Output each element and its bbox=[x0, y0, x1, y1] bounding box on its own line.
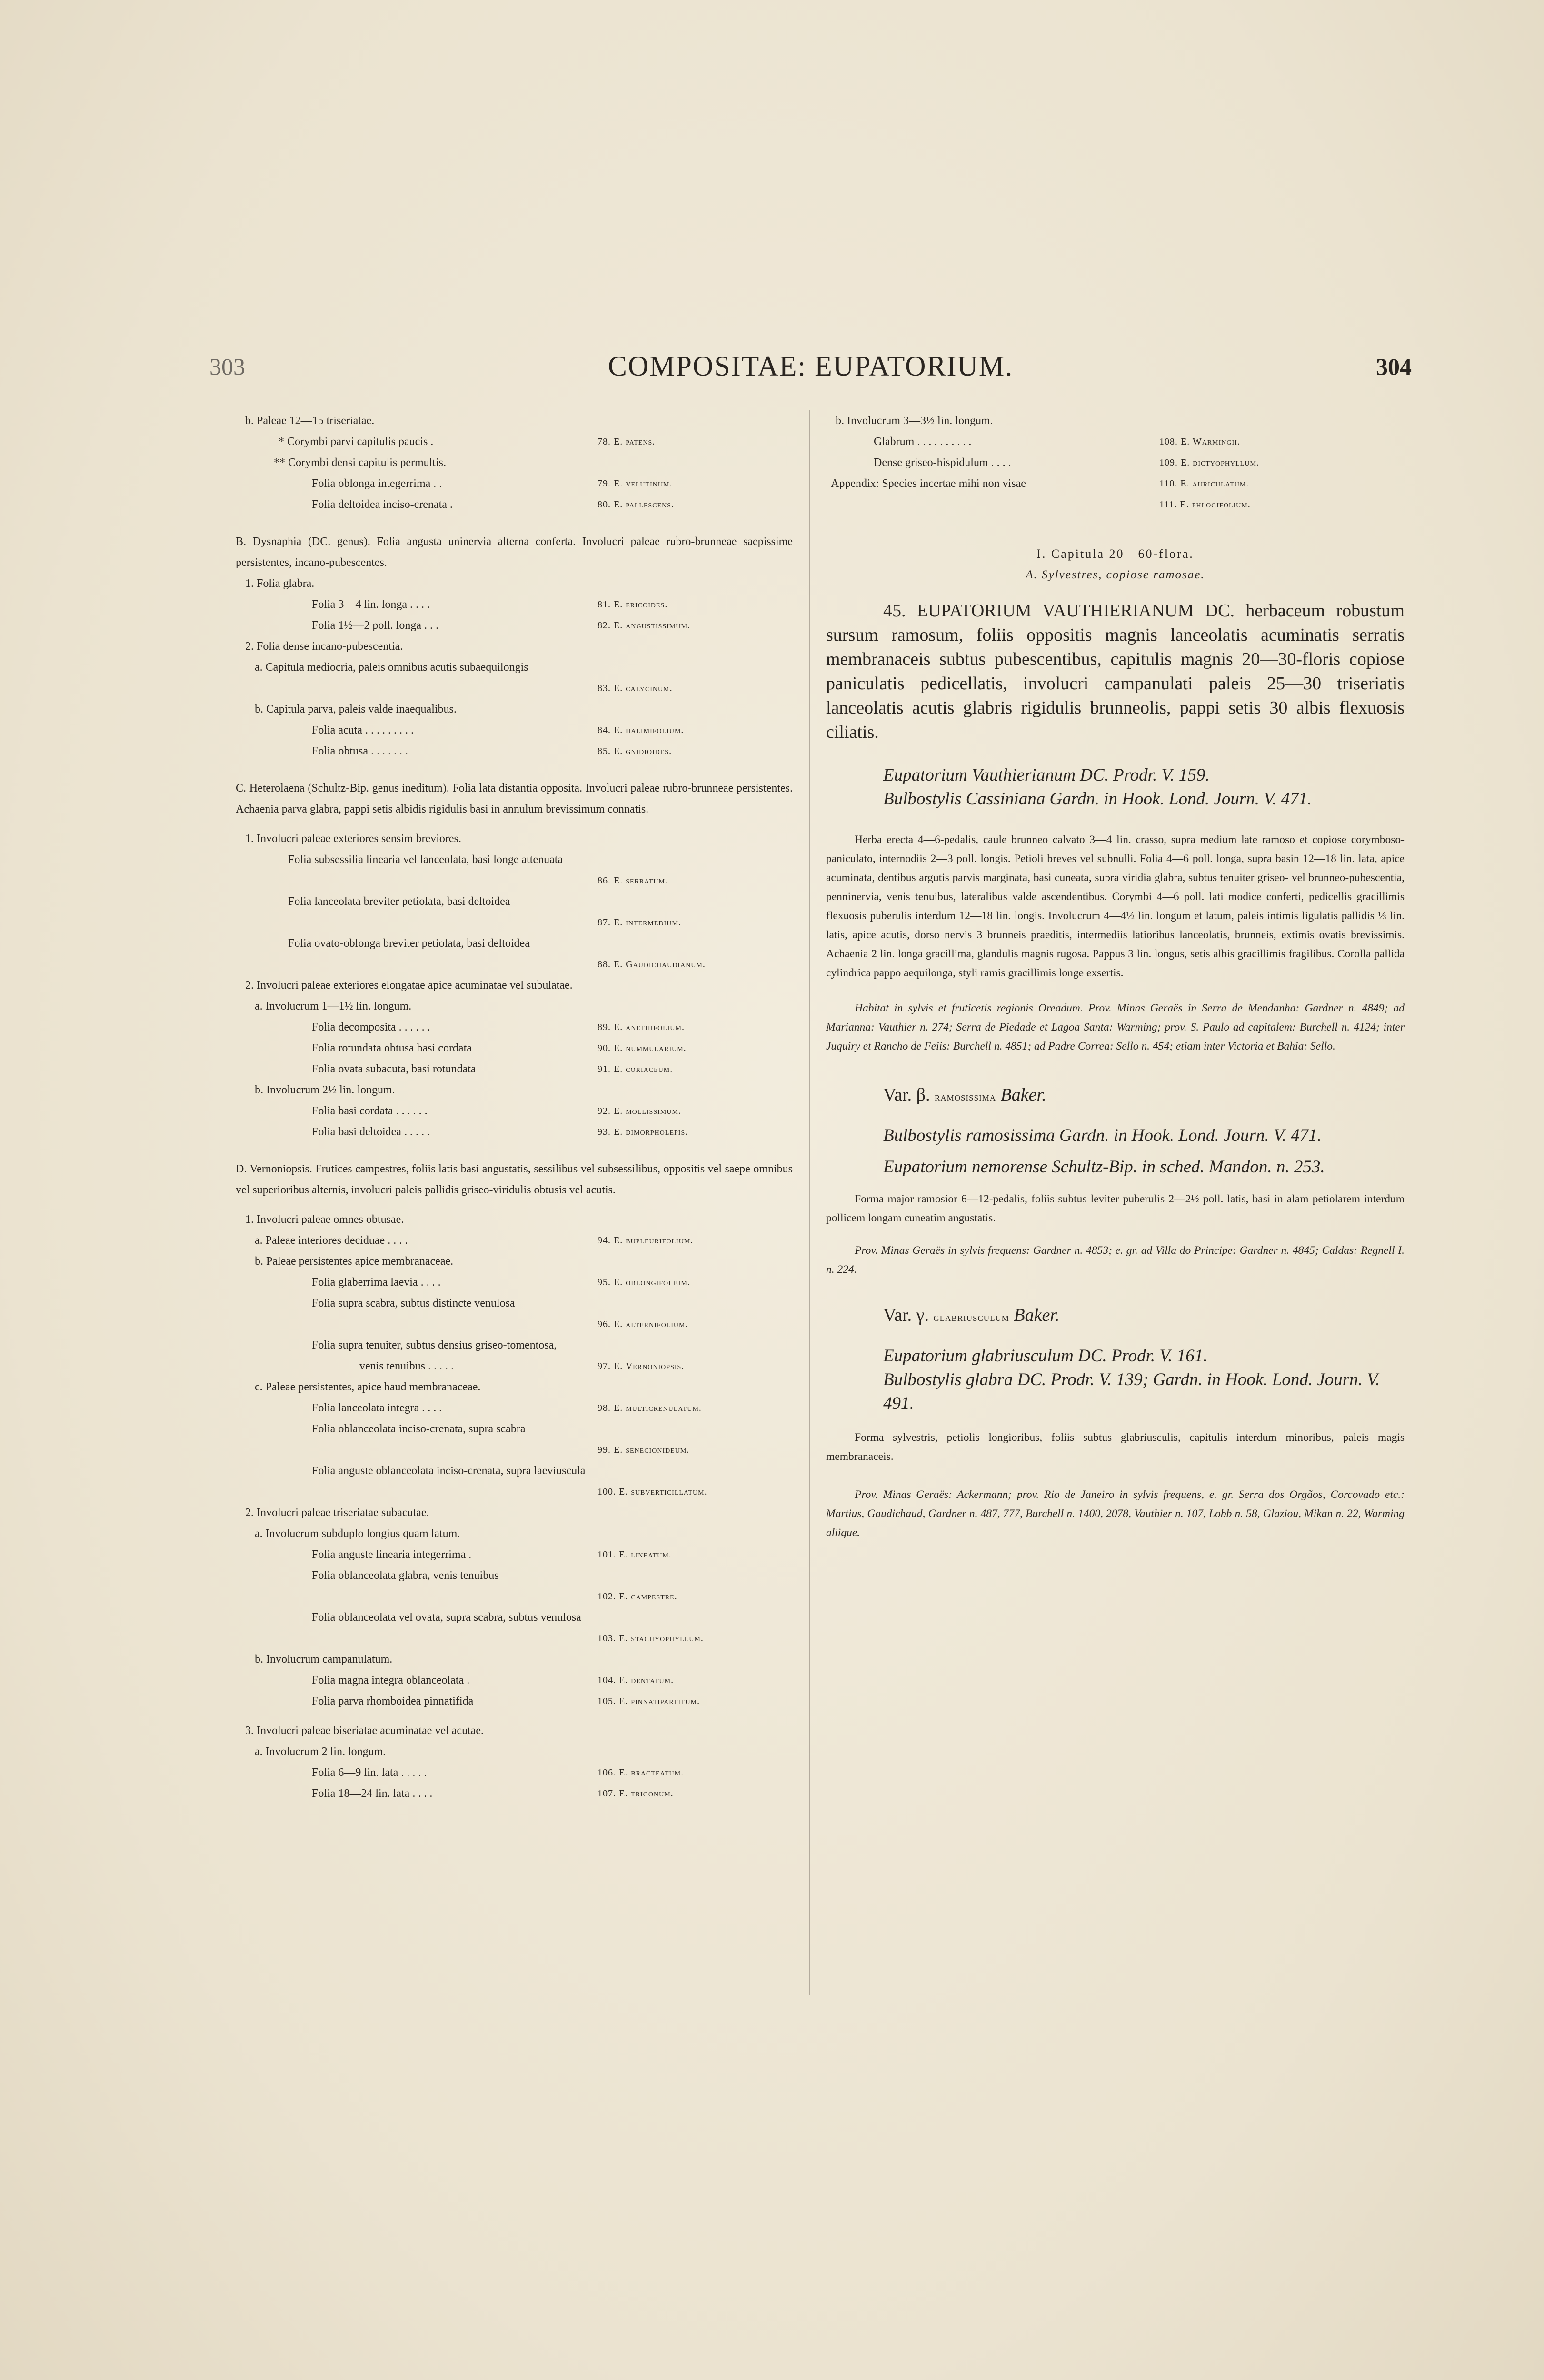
key-text: Folia glaberrima laevia . . . . bbox=[312, 1276, 441, 1289]
key-line bbox=[236, 1670, 793, 1691]
key-text: Folia supra tenuiter, subtus densius griseo-tomentosa, bbox=[312, 1339, 557, 1351]
key-line bbox=[236, 1159, 793, 1200]
key-line bbox=[236, 1314, 793, 1335]
key-text: Folia oblonga integerrima . . bbox=[312, 477, 442, 490]
variety-gamma-citation-2: Bulbostylis glabra DC. Prodr. V. 139; Gardn. in Hook. Lond. Journ. V. 491. bbox=[883, 1370, 1380, 1413]
key-text: venis tenuibus . . . . . bbox=[359, 1360, 454, 1372]
key-line bbox=[236, 912, 793, 933]
variety-beta-detail: Forma major ramosior 6—12-pedalis, foliis subtus leviter puberulis 2—2½ poll. latis, basi in alam petiolarem interdum pollicem longam cuneatim angustatis. bbox=[826, 1193, 1405, 1224]
key-text: 3. Involucri paleae biseriatae acuminatae vel acutae. bbox=[245, 1725, 484, 1737]
spacer bbox=[236, 820, 793, 828]
variety-beta-author: Baker. bbox=[1000, 1085, 1046, 1105]
key-line bbox=[236, 1481, 793, 1502]
key-line bbox=[236, 849, 793, 870]
variety-beta-label: Var. β. bbox=[883, 1085, 930, 1105]
key-line bbox=[236, 870, 793, 891]
species-name: 103. E. stachyophyllum. bbox=[598, 1633, 704, 1644]
species-45-description: 45. EUPATORIUM VAUTHIERIANUM DC. herbaceum robustum sursum ramosum, foliis oppositis magnis lanceolatis acuminatis serratis membranaceis subtus pubescentibus, capitulis magnis 20—30-floris copiose paniculatis pedicellatis, involucri campanulati paleis 25—30 triseriatis lanceolatis acutis glabris rigidulis brunneolis, pappi setis 30 albis flexuosis ciliatis. bbox=[826, 601, 1405, 742]
species-name: 105. E. pinnatipartitum. bbox=[598, 1696, 700, 1706]
key-line bbox=[236, 699, 793, 720]
right-column bbox=[826, 410, 1405, 1542]
key-line bbox=[236, 778, 793, 820]
key-text: b. Paleae 12—15 triseriatae. bbox=[245, 415, 375, 427]
variety-gamma-habitat: Prov. Minas Geraës: Ackermann; prov. Rio de Janeiro in sylvis frequens, e. gr. Serra dos Orgãos, Corcovado etc.: Martius, Gaudichaud, Gardner n. 487, 777, Burchell n. 1400, 2078, Vauthier n. 107, Lobb n. 58, Glaziou, Mikan n. 22, Warming aliique. bbox=[826, 1488, 1405, 1539]
species-name: 85. E. gnidioides. bbox=[598, 746, 672, 756]
key-line bbox=[236, 1460, 793, 1481]
key-line bbox=[236, 1121, 793, 1142]
variety-gamma-heading bbox=[883, 1303, 1405, 1330]
key-line bbox=[236, 741, 793, 762]
species-name: 88. E. Gaudichaudianum. bbox=[598, 959, 706, 970]
right-page-number: 304 bbox=[1376, 353, 1412, 380]
key-line bbox=[236, 1762, 793, 1783]
key-line bbox=[236, 1418, 793, 1439]
key-text: Folia anguste oblanceolata inciso-crenata, supra laeviuscula bbox=[312, 1465, 586, 1477]
key-text: Folia rotundata obtusa basi cordata bbox=[312, 1042, 472, 1054]
key-text: 1. Involucri paleae omnes obtusae. bbox=[245, 1213, 404, 1226]
key-line bbox=[236, 431, 793, 452]
key-line bbox=[236, 1544, 793, 1565]
key-line bbox=[236, 1272, 793, 1293]
species-name: 83. E. calycinum. bbox=[598, 683, 673, 694]
key-text: Folia ovata subacuta, basi rotundata bbox=[312, 1063, 476, 1075]
spacer bbox=[236, 1712, 793, 1720]
key-text: c. Paleae persistentes, apice haud membranaceae. bbox=[255, 1381, 481, 1393]
key-text: Folia 3—4 lin. longa . . . . bbox=[312, 598, 430, 611]
key-text: Folia parva rhomboidea pinnatifida bbox=[312, 1695, 474, 1707]
species-name: 89. E. anethifolium. bbox=[598, 1022, 685, 1032]
key-line bbox=[236, 1565, 793, 1586]
key-line bbox=[236, 1059, 793, 1080]
key-line bbox=[236, 1398, 793, 1418]
key-line bbox=[236, 1720, 793, 1741]
key-text: Folia oblanceolata glabra, venis tenuibus bbox=[312, 1569, 499, 1582]
species-45-habitat: Habitat in sylvis et fruticetis regionis Oreadum. Prov. Minas Geraës in Serra de Mendanha: Gardner n. 4849; ad Marianna: Vauthier n. 274; Serra de Piedade et Lagoa Santa: Warming; prov. S. Paulo ad capitalem: Burchell n. 4124; inter Juquiry et Rancho de Feiis: Burchell n. 4851; ad Padre Correa: Sello n. 454; etiam inter Victoria et Bahia: Sello. bbox=[826, 1002, 1405, 1052]
species-name: 92. E. mollissimum. bbox=[598, 1106, 681, 1116]
species-name: 81. E. ericoides. bbox=[598, 599, 668, 610]
key-line bbox=[236, 1502, 793, 1523]
running-title: COMPOSITAE: EUPATORIUM. bbox=[608, 350, 1014, 382]
species-name: 108. E. Warmingii. bbox=[1159, 436, 1240, 447]
key-line bbox=[236, 1230, 793, 1251]
species-name: 104. E. dentatum. bbox=[598, 1675, 674, 1686]
key-line bbox=[236, 1356, 793, 1377]
key-line bbox=[236, 975, 793, 996]
key-text: Dense griseo-hispidulum . . . . bbox=[874, 456, 1011, 469]
variety-gamma-detail: Forma sylvestris, petiolis longioribus, foliis subtus glabriusculis, capitulis interdum minoribus, paleis magis membranaceis. bbox=[826, 1431, 1405, 1463]
key-line bbox=[236, 1628, 793, 1649]
key-text: ** Corymbi densi capitulis permultis. bbox=[274, 456, 446, 469]
species-name: 95. E. oblongifolium. bbox=[598, 1277, 690, 1288]
key-line bbox=[826, 473, 1405, 494]
species-name: 99. E. senecionideum. bbox=[598, 1445, 690, 1455]
key-text: b. Paleae persistentes apice membranaceae. bbox=[255, 1255, 454, 1268]
key-line bbox=[236, 954, 793, 975]
key-text: Folia magna integra oblanceolata . bbox=[312, 1674, 470, 1686]
key-line bbox=[236, 891, 793, 912]
left-page-number: 303 bbox=[209, 353, 245, 380]
species-name: 80. E. pallescens. bbox=[598, 499, 675, 510]
key-line bbox=[236, 1439, 793, 1460]
variety-gamma-citation-1: Eupatorium glabriusculum DC. Prodr. V. 161. bbox=[883, 1346, 1208, 1366]
species-name: 93. E. dimorpholepis. bbox=[598, 1127, 688, 1137]
variety-beta-citation-1: Bulbostylis ramosissima Gardn. in Hook. Lond. Journ. V. 471. bbox=[883, 1126, 1322, 1145]
key-text: Folia 18—24 lin. lata . . . . bbox=[312, 1787, 433, 1800]
species-name: 96. E. alternifolium. bbox=[598, 1319, 688, 1329]
key-text: a. Involucrum subduplo longius quam latum. bbox=[255, 1527, 460, 1540]
key-text: Folia oblanceolata inciso-crenata, supra scabra bbox=[312, 1423, 526, 1435]
key-text: Folia basi cordata . . . . . . bbox=[312, 1105, 428, 1117]
key-text: Folia decomposita . . . . . . bbox=[312, 1021, 430, 1033]
species-name: 84. E. halimifolium. bbox=[598, 725, 684, 735]
variety-gamma-author: Baker. bbox=[1014, 1305, 1060, 1325]
key-line bbox=[236, 410, 793, 431]
key-line bbox=[236, 720, 793, 741]
species-name: 101. E. lineatum. bbox=[598, 1549, 672, 1560]
key-line bbox=[826, 410, 1405, 431]
key-text: Folia subsessilia linearia vel lanceolata, basi longe attenuata bbox=[288, 853, 563, 866]
species-name: 110. E. auriculatum. bbox=[1159, 478, 1249, 489]
species-name: 94. E. bupleurifolium. bbox=[598, 1235, 694, 1246]
key-text: Folia anguste linearia integerrima . bbox=[312, 1548, 472, 1561]
key-line bbox=[236, 594, 793, 615]
key-line bbox=[236, 615, 793, 636]
key-line bbox=[236, 1691, 793, 1712]
key-text: Folia lanceolata breviter petiolata, basi deltoidea bbox=[288, 895, 510, 908]
spacer bbox=[236, 515, 793, 531]
variety-beta-heading bbox=[883, 1082, 1405, 1110]
key-text: Folia ovato-oblonga breviter petiolata, basi deltoidea bbox=[288, 937, 530, 950]
key-text: Glabrum . . . . . . . . . . bbox=[874, 436, 972, 448]
species-45-detail: Herba erecta 4—6-pedalis, caule brunneo calvato 3—4 lin. crasso, supra medium late ramoso et copiose corymboso-paniculato, internodiis 2—3 poll. longis. Petioli breves vel subnulli. Folia 4—6 poll. longa, supra basin 12—18 lin. lata, apice acuminata, dentibus argutis parvis marginata, basi cuneata, supra viridia glabra, subtus tenuiter griseo- vel brunneo-pubescentia, penninervia, venis tenuibus, lateralibus valde ascendentibus. Corymbi 4—6 poll. lati modice conferti, pedicellis gracillimis flexuosis puberulis interdum 12—18 lin. longis. Involucrum 4—4½ lin. longum et latum, paleis intimis ligulatis pallidis ⅓ lin. latis, apice acutis, dorso nervis 3 brunneis praeditis, intermediis latioribus lanceolatis, brunneis, extimis ovatis brevissimis. Achaenia 2 lin. longa gracillima, glandulis magnis rugosa. Pappus 3 lin. longus, setis albis gracillimis fragilibus. Corolla pallida cylindrica pappo aequilonga, styli ramis gracillimis longe exsertis. bbox=[826, 833, 1405, 979]
key-line bbox=[236, 494, 793, 515]
species-name: 106. E. bracteatum. bbox=[598, 1767, 684, 1778]
key-line bbox=[236, 1377, 793, 1398]
species-name: 100. E. subverticillatum. bbox=[598, 1487, 707, 1497]
key-line bbox=[236, 996, 793, 1017]
column-divider bbox=[809, 410, 810, 1995]
key-text: Folia basi deltoidea . . . . . bbox=[312, 1126, 430, 1138]
key-line bbox=[236, 1586, 793, 1607]
key-line bbox=[236, 1293, 793, 1314]
variety-beta-habitat: Prov. Minas Geraës in sylvis frequens: Gardner n. 4853; e. gr. ad Villa do Principe: Gardner n. 4845; Caldas: Regnell I. n. 224. bbox=[826, 1244, 1405, 1276]
key-text: 2. Folia dense incano-pubescentia. bbox=[245, 640, 403, 653]
spacer bbox=[236, 1142, 793, 1159]
key-text: 2. Involucri paleae triseriatae subacutae. bbox=[245, 1507, 429, 1519]
variety-gamma-name: glabriusculum bbox=[933, 1311, 1009, 1324]
right-column-key bbox=[826, 410, 1405, 515]
species-name: 102. E. campestre. bbox=[598, 1591, 677, 1602]
spacer bbox=[236, 1200, 793, 1209]
key-line bbox=[236, 1209, 793, 1230]
key-text: C. Heterolaena (Schultz-Bip. genus ineditum). Folia lata distantia opposita. Involucri paleae rubro-brunneae persistentes. Achaenia parva glabra, pappi setis albidis rigidulis basi in annulum brevissimum connatis. bbox=[236, 782, 793, 815]
key-line bbox=[236, 531, 793, 573]
spacer bbox=[236, 762, 793, 778]
key-text: b. Capitula parva, paleis valde inaequalibus. bbox=[255, 703, 457, 715]
left-column-key bbox=[236, 410, 793, 1804]
key-text: Appendix: Species incertae mihi non visae bbox=[831, 477, 1026, 490]
species-name: 82. E. angustissimum. bbox=[598, 620, 690, 631]
variety-beta-citation-2: Eupatorium nemorense Schultz-Bip. in sched. Mandon. n. 253. bbox=[883, 1157, 1325, 1177]
species-name: 87. E. intermedium. bbox=[598, 917, 681, 928]
key-text: a. Involucrum 1—1½ lin. longum. bbox=[255, 1000, 412, 1012]
key-line bbox=[236, 1080, 793, 1101]
key-text: Folia 6—9 lin. lata . . . . . bbox=[312, 1766, 427, 1779]
key-text: D. Vernoniopsis. Frutices campestres, foliis latis basi angustatis, sessilibus vel subsessilibus, oppositis vel saepe omnibus vel superioribus alternis, involucri paleis pallidis griseo-viridulis obtusis vel acutis. bbox=[236, 1163, 793, 1196]
key-line bbox=[236, 573, 793, 594]
key-text: Folia lanceolata integra . . . . bbox=[312, 1402, 442, 1414]
species-name: 111. E. phlogifolium. bbox=[1159, 499, 1251, 510]
key-line bbox=[236, 1251, 793, 1272]
key-text: Folia obtusa . . . . . . . bbox=[312, 745, 408, 757]
key-line bbox=[236, 1335, 793, 1356]
key-line bbox=[236, 1783, 793, 1804]
variety-gamma-label: Var. γ. bbox=[883, 1305, 929, 1325]
key-line bbox=[826, 431, 1405, 452]
key-line bbox=[236, 657, 793, 678]
key-line bbox=[236, 933, 793, 954]
key-text: B. Dysnaphia (DC. genus). Folia angusta uninervia alterna conferta. Involucri paleae rubro-brunneae saepissime persistentes, incano-pubescentes. bbox=[236, 536, 793, 569]
key-line bbox=[236, 1649, 793, 1670]
species-name: 109. E. dictyophyllum. bbox=[1159, 457, 1259, 468]
species-45-citation-1: Eupatorium Vauthierianum DC. Prodr. V. 159. bbox=[883, 765, 1210, 785]
key-line bbox=[236, 1607, 793, 1628]
key-text: Folia deltoidea inciso-crenata . bbox=[312, 498, 453, 511]
key-text: Folia supra scabra, subtus distincte venulosa bbox=[312, 1297, 515, 1309]
key-text: 2. Involucri paleae exteriores elongatae apice acuminatae vel subulatae. bbox=[245, 979, 573, 992]
key-text: Folia acuta . . . . . . . . . bbox=[312, 724, 414, 736]
key-line bbox=[236, 1038, 793, 1059]
species-45-citation-2: Bulbostylis Cassiniana Gardn. in Hook. Lond. Journ. V. 471. bbox=[883, 789, 1312, 809]
key-text: b. Involucrum campanulatum. bbox=[255, 1653, 393, 1666]
key-line bbox=[236, 828, 793, 849]
key-text: a. Capitula mediocria, paleis omnibus acutis subaequilongis bbox=[255, 661, 528, 674]
species-name: 78. E. patens. bbox=[598, 436, 656, 447]
key-line bbox=[236, 452, 793, 473]
key-text: a. Paleae interiores deciduae . . . . bbox=[255, 1234, 408, 1247]
species-name: 91. E. coriaceum. bbox=[598, 1064, 673, 1074]
running-header bbox=[209, 350, 1412, 393]
variety-beta-name: ramosissima bbox=[935, 1091, 996, 1103]
key-text: Folia oblanceolata vel ovata, supra scabra, subtus venulosa bbox=[312, 1611, 581, 1624]
key-text: b. Involucrum 3—3½ lin. longum. bbox=[836, 415, 993, 427]
species-name: 79. E. velutinum. bbox=[598, 478, 673, 489]
key-line bbox=[236, 1101, 793, 1121]
section-heading-A: A. Sylvestres, copiose ramosae. bbox=[1026, 568, 1205, 581]
species-name: 90. E. nummularium. bbox=[598, 1043, 687, 1053]
key-line bbox=[826, 494, 1405, 515]
key-line bbox=[236, 1741, 793, 1762]
species-name: 86. E. serratum. bbox=[598, 875, 668, 886]
key-line bbox=[236, 1017, 793, 1038]
species-name: 98. E. multicrenulatum. bbox=[598, 1403, 702, 1413]
key-line bbox=[236, 678, 793, 699]
key-line bbox=[236, 636, 793, 657]
key-line bbox=[236, 473, 793, 494]
key-text: 1. Involucri paleae exteriores sensim breviores. bbox=[245, 833, 461, 845]
key-line bbox=[826, 452, 1405, 473]
key-text: * Corymbi parvi capitulis paucis . bbox=[279, 436, 434, 448]
key-text: 1. Folia glabra. bbox=[245, 577, 315, 590]
key-line bbox=[236, 1523, 793, 1544]
key-text: b. Involucrum 2½ lin. longum. bbox=[255, 1084, 395, 1096]
key-text: Folia 1½—2 poll. longa . . . bbox=[312, 619, 438, 632]
species-name: 97. E. Vernoniopsis. bbox=[598, 1361, 685, 1371]
section-heading-I: I. Capitula 20—60-flora. bbox=[1036, 547, 1194, 561]
species-name: 107. E. trigonum. bbox=[598, 1788, 674, 1799]
key-text: a. Involucrum 2 lin. longum. bbox=[255, 1745, 386, 1758]
